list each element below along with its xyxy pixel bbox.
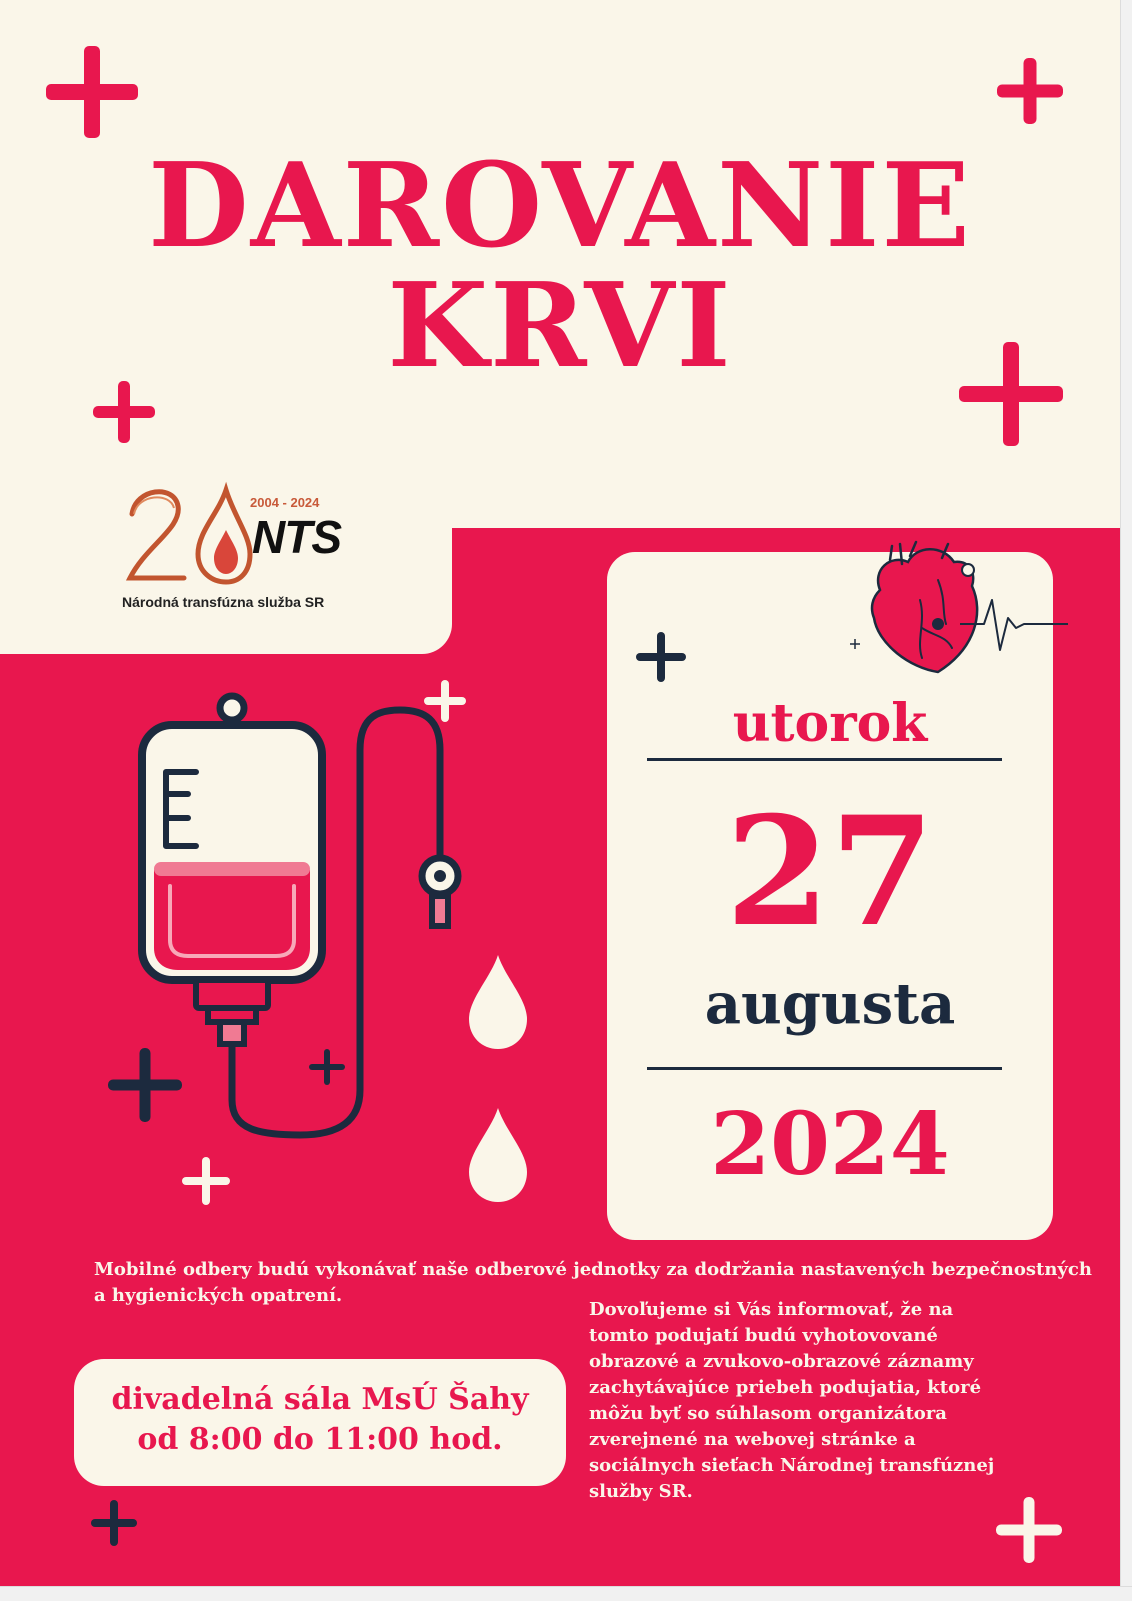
mobile-note: Mobilné odbery budú vykonávať naše odberové jednotky za dodržania nastavených bezpečnostných a hygienických opatrení. xyxy=(94,1259,1092,1306)
plus-icon xyxy=(996,1497,1062,1563)
title-line-2: KRVI xyxy=(387,258,733,394)
nts-logo xyxy=(122,480,342,615)
title-line-1: DAROVANIE xyxy=(148,138,972,274)
divider xyxy=(647,1067,1002,1070)
blood-drop-icon xyxy=(465,1108,531,1204)
date-month: augusta xyxy=(704,971,956,1037)
logo-years: 2004 - 2024 xyxy=(250,495,320,510)
heartbeat-icon xyxy=(960,580,1070,670)
date-weekday: utorok xyxy=(732,693,928,754)
plus-icon xyxy=(997,58,1063,124)
venue-place: divadelná sála MsÚ Šahy xyxy=(111,1382,529,1417)
plus-icon xyxy=(636,632,686,682)
blood-bag-icon xyxy=(130,690,490,1150)
plus-icon xyxy=(91,1500,137,1546)
vertical-scrollbar[interactable] xyxy=(1120,0,1132,1586)
date-day: 27 xyxy=(725,784,935,960)
date-year: 2024 xyxy=(710,1094,950,1195)
logo-mark: NTS xyxy=(252,511,341,563)
recording-notice: Dovoľujeme si Vás informovať, že na tomto podujatí budú vyhotovované obrazové a zvukovo-obrazové záznamy zachytávajúce priebeh podujatia, ktoré môžu byť so súhlasom organizátora zverejnené na webovej stránke a sociálnych sieťach Národnej transfúznej služby SR. xyxy=(589,1299,995,1502)
blood-drop-icon xyxy=(465,955,531,1051)
logo-subtitle: Národná transfúzna služba SR xyxy=(122,594,325,610)
plus-icon xyxy=(93,381,155,443)
horizontal-scrollbar[interactable] xyxy=(0,1586,1132,1601)
logo-twenty-icon xyxy=(122,480,262,592)
plus-icon xyxy=(46,46,138,138)
plus-icon xyxy=(182,1157,230,1205)
plus-icon xyxy=(959,342,1063,446)
venue-time: od 8:00 do 11:00 hod. xyxy=(137,1422,503,1457)
venue-card xyxy=(74,1359,566,1486)
divider xyxy=(647,758,1002,761)
